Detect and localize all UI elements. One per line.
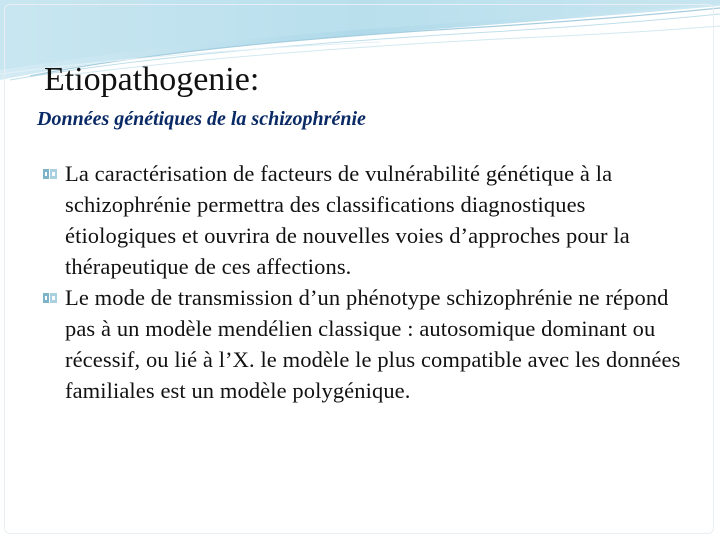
slide-subtitle: Données génétiques de la schizophrénie xyxy=(37,108,366,130)
bullet-flag-icon xyxy=(42,167,58,181)
bullet-item xyxy=(42,282,692,406)
bullet-flag-icon xyxy=(42,291,58,305)
bullet-text: Le mode de transmission d’un phénotype schizophrénie ne répond pas à un modèle mendélien classique : autosomique dominant ou récessif, ou lié à l’X. le modèle le plus compatible avec les données familiales est un modèle polygénique. xyxy=(65,285,681,403)
bullet-item xyxy=(42,158,692,282)
bullet-text: La caractérisation de facteurs de vulnérabilité génétique à la schizophrénie permettra des classifications diagnostiques étiologiques et ouvrira de nouvelles voies d’approches pour la thérapeutique de ces affections. xyxy=(65,161,630,279)
bullet-list xyxy=(42,158,692,406)
slide-title: Etiopathogenie: xyxy=(44,61,260,98)
